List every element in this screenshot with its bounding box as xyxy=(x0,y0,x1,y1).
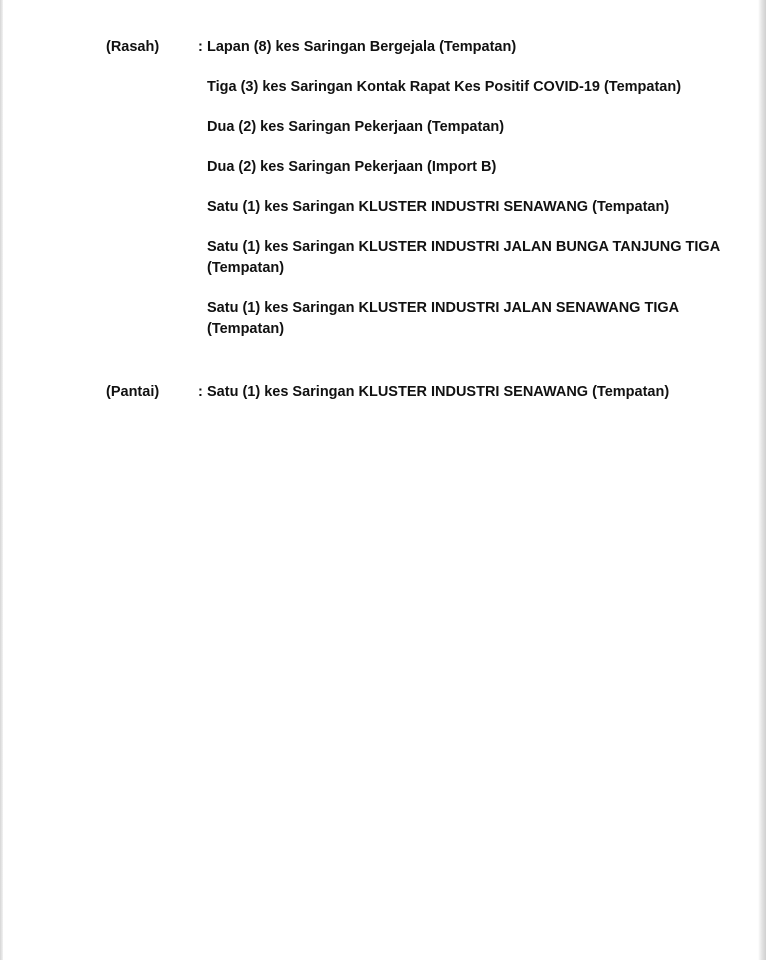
entry-list xyxy=(198,37,728,359)
section-label: (Pantai) xyxy=(106,384,160,400)
case-entry-text: Dua (2) kes Saringan Pekerjaan (Tempatan) xyxy=(207,119,505,135)
case-entry-text: Tiga (3) kes Saringan Kontak Rapat Kes Positif COVID-19 (Tempatan) xyxy=(207,79,682,95)
case-entry-text: Satu (1) kes Saringan KLUSTER INDUSTRI SENAWANG (Tempatan) xyxy=(207,199,670,215)
case-entry-text: Dua (2) kes Saringan Pekerjaan (Import B) xyxy=(207,159,497,175)
case-entry xyxy=(198,77,728,98)
page-right-edge xyxy=(758,0,766,960)
label-colon: : xyxy=(198,384,203,400)
label-colon: : xyxy=(198,39,203,55)
case-entry xyxy=(198,382,728,403)
case-entry xyxy=(198,117,728,138)
page-left-edge xyxy=(0,0,3,960)
case-entry xyxy=(198,197,728,218)
section-label: (Rasah) xyxy=(106,39,160,55)
case-entry xyxy=(198,298,728,340)
case-entry-text: Satu (1) kes Saringan KLUSTER INDUSTRI SENAWANG (Tempatan) xyxy=(207,384,670,400)
case-entry xyxy=(198,237,728,279)
entry-list xyxy=(198,382,728,422)
case-entry-text: Lapan (8) kes Saringan Bergejala (Tempatan) xyxy=(207,39,517,55)
case-entry xyxy=(198,157,728,178)
case-entry-text: Satu (1) kes Saringan KLUSTER INDUSTRI JALAN SENAWANG TIGA (Tempatan) xyxy=(207,300,679,337)
case-entry-text: Satu (1) kes Saringan KLUSTER INDUSTRI JALAN BUNGA TANJUNG TIGA (Tempatan) xyxy=(207,239,720,276)
case-entry xyxy=(198,37,728,58)
